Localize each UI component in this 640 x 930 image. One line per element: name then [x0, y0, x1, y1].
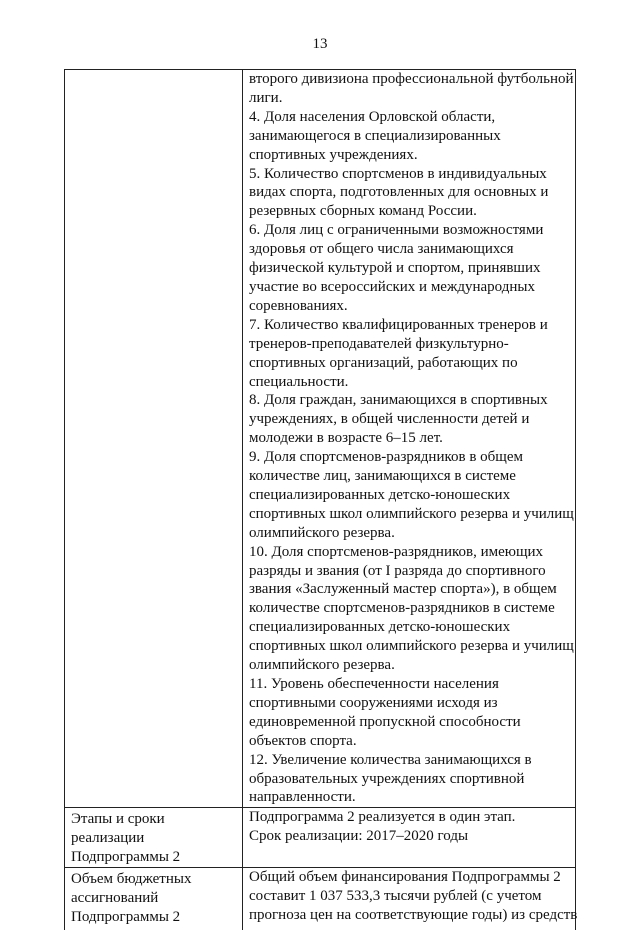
subprogram-passport-table — [64, 69, 576, 930]
page-number: 13 — [312, 36, 328, 52]
indicator-text-line: 10. Доля спортсменов-разрядников, имеющих — [249, 543, 544, 560]
table-row-indicators — [65, 70, 576, 808]
indicator-text-line: второго дивизиона профессиональной футбольной — [249, 71, 574, 87]
indicator-text-line: 4. Доля населения Орловской области, — [249, 108, 496, 125]
stages-label-line: реализации — [71, 830, 145, 847]
indicator-text-line: участие во всероссийских и международных — [249, 278, 535, 295]
indicator-text-line: олимпийского резерва. — [249, 524, 395, 541]
stages-label-line: Подпрограммы 2 — [71, 849, 181, 866]
indicator-text-line: молодежи в возрасте 6–15 лет. — [249, 430, 443, 447]
indicator-text-line: спортивных школ олимпийского резерва и училищ — [249, 505, 574, 522]
indicators-label-cell — [65, 70, 243, 808]
indicator-text-line: видах спорта, подготовленных для основных и — [249, 184, 549, 201]
indicator-text-line: направленности. — [249, 789, 356, 806]
indicator-text-line: количестве спортсменов-разрядников в системе — [249, 600, 555, 617]
indicator-text-line: здоровья от общего числа занимающихся — [249, 241, 514, 258]
indicator-text-line: спортивных учреждениях. — [249, 146, 418, 163]
indicator-text-line: 9. Доля спортсменов-разрядников в общем — [249, 449, 523, 466]
indicator-text-line: звания «Заслуженный мастер спорта»), в общем — [249, 581, 557, 598]
indicator-text-line: единовременной пропускной способности — [249, 713, 521, 730]
indicator-text-line: спортивными сооружениями исходя из — [249, 694, 498, 711]
indicators-value-cell — [243, 70, 576, 808]
stages-value-line: Срок реализации: 2017–2020 годы — [249, 828, 469, 845]
indicators-list — [249, 70, 574, 807]
indicator-text-line: количестве лиц, занимающихся в системе — [249, 468, 516, 485]
indicator-text-line: тренеров-преподавателей физкультурно- — [249, 335, 509, 352]
indicator-text-line: спортивных школ олимпийского резерва и училищ — [249, 638, 574, 655]
indicator-text-line: специализированных детско-юношеских — [249, 619, 511, 636]
budget-value-line: Общий объем финансирования Подпрограммы 2 — [249, 869, 561, 886]
indicator-text-line: 11. Уровень обеспеченности населения — [249, 676, 499, 692]
indicator-text-line: спортивных организаций, работающих по — [249, 354, 518, 371]
budget-label-line: Объем бюджетных — [71, 871, 192, 888]
indicator-text-line: олимпийского резерва. — [249, 657, 395, 674]
stages-value-cell — [243, 808, 576, 868]
budget-label-line: Подпрограммы 2 — [71, 908, 181, 925]
indicator-text-line: образовательных учреждениях спортивной — [249, 770, 525, 787]
indicator-text-line: 5. Количество спортсменов в индивидуальных — [249, 165, 547, 182]
indicator-text-line: 7. Количество квалифицированных тренеров и — [249, 316, 548, 333]
budget-value-line: прогноза цен на соответствующие годы) из средств — [249, 906, 578, 923]
indicator-text-line: лиги. — [249, 89, 283, 106]
indicator-text-line: специализированных детско-юношеских — [249, 486, 511, 503]
indicator-text-line: 8. Доля граждан, занимающихся в спортивных — [249, 392, 548, 409]
stages-label-cell — [65, 808, 243, 868]
indicator-text-line: специальности. — [249, 373, 349, 390]
budget-label-cell — [65, 868, 243, 930]
indicator-text-line: учреждениях, в общей численности детей и — [249, 411, 530, 428]
budget-label-line: ассигнований — [71, 889, 159, 906]
indicator-text-line: 6. Доля лиц с ограниченными возможностями — [249, 222, 544, 239]
table-row-budget — [65, 868, 576, 930]
indicator-text-line: объектов спорта. — [249, 732, 357, 749]
table-row-stages — [65, 808, 576, 868]
stages-label-line: Этапы и сроки — [71, 811, 165, 828]
budget-value-cell — [243, 868, 576, 930]
indicator-text-line: занимающегося в специализированных — [249, 127, 501, 144]
indicator-text-line: соревнованиях. — [249, 297, 348, 314]
indicator-text-line: физической культурой и спортом, принявших — [249, 260, 541, 277]
indicator-text-line: разряды и звания (от I разряда до спортивного — [249, 562, 546, 579]
indicator-text-line: резервных сборных команд России. — [249, 203, 477, 220]
indicator-text-line: 12. Увеличение количества занимающихся в — [249, 751, 532, 768]
stages-value-line: Подпрограмма 2 реализуется в один этап. — [249, 809, 516, 826]
budget-value-line: составит 1 037 533,3 тысячи рублей (с учетом — [249, 887, 542, 904]
